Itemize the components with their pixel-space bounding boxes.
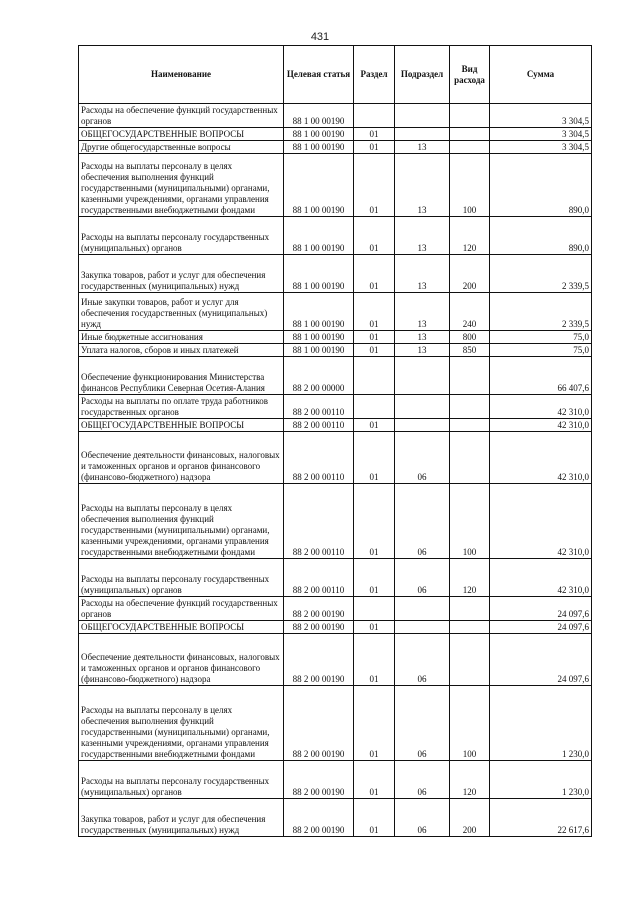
row-name — [79, 432, 284, 484]
row-target-code — [284, 255, 354, 293]
table-row — [79, 357, 592, 395]
row-name-text: Закупка товаров, работ и услуг для обеспечения государственных (муниципальных) нужд — [81, 270, 266, 291]
row-target-code-text: 88 2 00 00190 — [292, 787, 345, 797]
table-row — [79, 104, 592, 128]
row-target-code — [284, 432, 354, 484]
row-expense-type-text: 120 — [462, 787, 477, 797]
row-name — [79, 344, 284, 357]
table-row — [79, 484, 592, 559]
row-name — [79, 357, 284, 395]
row-sum — [490, 634, 592, 686]
row-subsection — [395, 419, 450, 432]
row-target-code — [284, 293, 354, 331]
row-expense-type-text: 200 — [462, 281, 477, 291]
header-sum: Сумма — [490, 46, 592, 104]
row-section — [354, 344, 395, 357]
row-name-text: Расходы на обеспечение функций государственных органов — [81, 598, 278, 619]
row-target-code-text: 88 1 00 00190 — [292, 319, 345, 329]
row-expense-type — [450, 344, 490, 357]
row-subsection — [395, 104, 450, 128]
row-section — [354, 621, 395, 634]
table-row — [79, 799, 592, 837]
row-sum-text: 3 304,5 — [562, 142, 589, 152]
row-target-code-text: 88 2 00 00110 — [292, 407, 345, 417]
row-name — [79, 128, 284, 141]
table-row — [79, 395, 592, 419]
row-subsection — [395, 432, 450, 484]
row-sum-text: 42 310,0 — [557, 407, 589, 417]
row-expense-type — [450, 634, 490, 686]
row-sum-text: 2 339,5 — [562, 319, 589, 329]
row-subsection-text: 13 — [417, 142, 427, 152]
row-expense-type — [450, 357, 490, 395]
row-sum — [490, 104, 592, 128]
row-subsection-text: 06 — [417, 674, 427, 684]
row-sum-text: 3 304,5 — [562, 129, 589, 139]
row-section — [354, 217, 395, 255]
row-name — [79, 559, 284, 597]
row-name-text: Расходы на обеспечение функций государственных органов — [81, 105, 278, 126]
row-target-code-text: 88 2 00 00110 — [292, 585, 345, 595]
row-section-text: 01 — [369, 332, 379, 342]
row-target-code-text: 88 2 00 00110 — [292, 420, 345, 430]
row-subsection — [395, 344, 450, 357]
row-section — [354, 634, 395, 686]
row-section — [354, 559, 395, 597]
row-subsection — [395, 395, 450, 419]
row-subsection — [395, 141, 450, 154]
row-section — [354, 154, 395, 217]
row-sum — [490, 419, 592, 432]
row-name-text: ОБЩЕГОСУДАРСТВЕННЫЕ ВОПРОСЫ — [81, 622, 245, 632]
row-sum-text: 66 407,6 — [557, 383, 589, 393]
row-sum — [490, 395, 592, 419]
row-expense-type-text: 100 — [462, 205, 477, 215]
row-name-text: Расходы на выплаты по оплате труда работников государственных органов — [81, 396, 268, 417]
row-sum — [490, 597, 592, 621]
row-section — [354, 331, 395, 344]
row-subsection — [395, 761, 450, 799]
row-sum-text: 1 230,0 — [562, 787, 589, 797]
row-subsection-text: 06 — [417, 749, 427, 759]
row-subsection-text: 13 — [417, 205, 427, 215]
row-name-text: ОБЩЕГОСУДАРСТВЕННЫЕ ВОПРОСЫ — [81, 129, 245, 139]
row-target-code-text: 88 1 00 00190 — [292, 243, 345, 253]
row-section-text: 01 — [369, 749, 379, 759]
table-row — [79, 128, 592, 141]
row-target-code-text: 88 2 00 00190 — [292, 622, 345, 632]
row-name-text: Обеспечение функционирования Министерства финансов Республики Северная Осетия-Алания — [81, 372, 265, 393]
row-sum-text: 22 617,6 — [557, 825, 589, 835]
row-section-text: 01 — [369, 319, 379, 329]
row-name — [79, 484, 284, 559]
row-subsection-text: 13 — [417, 243, 427, 253]
row-section-text: 01 — [369, 142, 379, 152]
row-expense-type-text: 200 — [462, 825, 477, 835]
table-row — [79, 154, 592, 217]
row-section-text: 01 — [369, 547, 379, 557]
row-name-text: Уплата налогов, сборов и иных платежей — [81, 345, 239, 355]
row-subsection-text: 06 — [417, 825, 427, 835]
table-header-row — [79, 46, 592, 104]
header-subsection: Подраздел — [395, 46, 450, 104]
row-expense-type — [450, 484, 490, 559]
row-target-code-text: 88 2 00 00110 — [292, 547, 345, 557]
row-target-code-text: 88 1 00 00190 — [292, 345, 345, 355]
row-expense-type — [450, 559, 490, 597]
row-sum-text: 890,0 — [568, 243, 589, 253]
row-section-text: 01 — [369, 472, 379, 482]
row-expense-type — [450, 419, 490, 432]
row-sum-text: 42 310,0 — [557, 585, 589, 595]
row-sum-text: 890,0 — [568, 205, 589, 215]
row-target-code — [284, 395, 354, 419]
row-name — [79, 799, 284, 837]
row-section — [354, 761, 395, 799]
row-target-code-text: 88 2 00 00110 — [292, 472, 345, 482]
row-expense-type — [450, 255, 490, 293]
row-subsection — [395, 559, 450, 597]
row-sum — [490, 686, 592, 761]
row-subsection — [395, 686, 450, 761]
row-expense-type-text: 120 — [462, 585, 477, 595]
row-section — [354, 686, 395, 761]
row-expense-type-text: 240 — [462, 319, 477, 329]
row-section-text: 01 — [369, 205, 379, 215]
row-name — [79, 141, 284, 154]
row-target-code — [284, 799, 354, 837]
row-target-code — [284, 217, 354, 255]
row-name-text: Расходы на выплаты персоналу государственных (муниципальных) органов — [81, 574, 270, 595]
row-subsection-text: 13 — [417, 332, 427, 342]
table-row — [79, 217, 592, 255]
row-section-text: 01 — [369, 243, 379, 253]
row-sum — [490, 559, 592, 597]
row-name — [79, 104, 284, 128]
row-expense-type — [450, 104, 490, 128]
header-name: Наименование — [79, 46, 284, 104]
row-target-code — [284, 154, 354, 217]
row-name — [79, 621, 284, 634]
row-expense-type — [450, 799, 490, 837]
row-sum — [490, 799, 592, 837]
table-row — [79, 344, 592, 357]
row-name — [79, 597, 284, 621]
row-expense-type-text: 120 — [462, 243, 477, 253]
row-target-code — [284, 761, 354, 799]
row-target-code-text: 88 1 00 00190 — [292, 116, 345, 126]
table-row — [79, 255, 592, 293]
row-sum — [490, 621, 592, 634]
row-target-code — [284, 621, 354, 634]
row-expense-type-text: 850 — [462, 345, 477, 355]
row-sum — [490, 331, 592, 344]
row-section — [354, 128, 395, 141]
row-target-code — [284, 357, 354, 395]
table-row — [79, 331, 592, 344]
table-row — [79, 761, 592, 799]
row-subsection-text: 13 — [417, 345, 427, 355]
row-expense-type-text: 100 — [462, 749, 477, 759]
row-sum — [490, 217, 592, 255]
row-target-code — [284, 686, 354, 761]
row-section — [354, 357, 395, 395]
row-sum-text: 42 310,0 — [557, 472, 589, 482]
row-sum — [490, 432, 592, 484]
row-target-code — [284, 128, 354, 141]
row-section — [354, 395, 395, 419]
row-expense-type-text: 800 — [462, 332, 477, 342]
row-sum — [490, 344, 592, 357]
row-sum — [490, 484, 592, 559]
row-section — [354, 293, 395, 331]
row-section-text: 01 — [369, 420, 379, 430]
row-subsection — [395, 128, 450, 141]
row-section-text: 01 — [369, 787, 379, 797]
row-expense-type — [450, 432, 490, 484]
row-target-code-text: 88 2 00 00190 — [292, 609, 345, 619]
row-target-code — [284, 634, 354, 686]
row-section-text: 01 — [369, 129, 379, 139]
row-target-code — [284, 141, 354, 154]
row-name-text: Закупка товаров, работ и услуг для обеспечения государственных (муниципальных) нужд — [81, 814, 266, 835]
row-name-text: Расходы на выплаты персоналу государственных (муниципальных) органов — [81, 232, 270, 253]
table-row — [79, 419, 592, 432]
row-section-text: 01 — [369, 585, 379, 595]
row-sum — [490, 357, 592, 395]
row-subsection — [395, 293, 450, 331]
row-expense-type — [450, 293, 490, 331]
row-target-code-text: 88 2 00 00000 — [292, 383, 345, 393]
row-sum-text: 24 097,6 — [557, 674, 589, 684]
row-name — [79, 331, 284, 344]
row-sum-text: 1 230,0 — [562, 749, 589, 759]
row-name-text: Расходы на выплаты персоналу в целях обеспечения выполнения функций государственными (муниципальными) органами, казенными учреждениями, органами управления государственными внебюджетными фондами — [81, 503, 270, 557]
row-expense-type — [450, 331, 490, 344]
row-section — [354, 432, 395, 484]
row-name-text: Расходы на выплаты персоналу в целях обеспечения выполнения функций государственными (муниципальными) органами, казенными учреждениями, органами управления государственными внебюджетными фондами — [81, 161, 270, 215]
row-sum — [490, 154, 592, 217]
table-row — [79, 621, 592, 634]
row-section — [354, 419, 395, 432]
row-expense-type — [450, 141, 490, 154]
table-row — [79, 686, 592, 761]
row-section-text: 01 — [369, 825, 379, 835]
row-section — [354, 141, 395, 154]
row-subsection-text: 13 — [417, 319, 427, 329]
row-sum-text: 75,0 — [573, 345, 589, 355]
header-expense-type: Вид расхода — [450, 46, 490, 104]
row-name — [79, 634, 284, 686]
row-target-code-text: 88 1 00 00190 — [292, 281, 345, 291]
row-sum-text: 24 097,6 — [557, 609, 589, 619]
row-target-code-text: 88 2 00 00190 — [292, 749, 345, 759]
row-expense-type — [450, 154, 490, 217]
row-expense-type — [450, 621, 490, 634]
row-target-code — [284, 597, 354, 621]
row-subsection — [395, 154, 450, 217]
table-row — [79, 432, 592, 484]
row-subsection — [395, 357, 450, 395]
row-target-code-text: 88 1 00 00190 — [292, 142, 345, 152]
row-expense-type-text: 100 — [462, 547, 477, 557]
row-sum-text: 75,0 — [573, 332, 589, 342]
row-name — [79, 395, 284, 419]
row-name — [79, 686, 284, 761]
row-sum — [490, 293, 592, 331]
row-subsection-text: 06 — [417, 585, 427, 595]
row-name-text: ОБЩЕГОСУДАРСТВЕННЫЕ ВОПРОСЫ — [81, 420, 245, 430]
row-target-code — [284, 104, 354, 128]
row-name — [79, 255, 284, 293]
row-expense-type — [450, 686, 490, 761]
row-target-code — [284, 484, 354, 559]
row-sum — [490, 128, 592, 141]
header-section: Раздел — [354, 46, 395, 104]
row-section — [354, 255, 395, 293]
row-subsection — [395, 597, 450, 621]
row-expense-type — [450, 761, 490, 799]
budget-table — [78, 45, 592, 837]
row-name — [79, 217, 284, 255]
row-name-text: Другие общегосударственные вопросы — [81, 142, 231, 152]
row-subsection — [395, 217, 450, 255]
row-section-text: 01 — [369, 622, 379, 632]
row-subsection — [395, 331, 450, 344]
table-row — [79, 293, 592, 331]
row-sum-text: 2 339,5 — [562, 281, 589, 291]
row-section — [354, 597, 395, 621]
row-name-text: Обеспечение деятельности финансовых, налоговых и таможенных органов и органов финансового (финансово-бюджетного) надзора — [81, 652, 280, 684]
header-code: Целевая статья — [284, 46, 354, 104]
row-section-text: 01 — [369, 345, 379, 355]
row-name — [79, 761, 284, 799]
row-expense-type — [450, 395, 490, 419]
row-name — [79, 293, 284, 331]
row-sum-text: 24 097,6 — [557, 622, 589, 632]
row-section — [354, 799, 395, 837]
row-sum — [490, 255, 592, 293]
row-section — [354, 484, 395, 559]
row-section-text: 01 — [369, 281, 379, 291]
row-sum-text: 42 310,0 — [557, 547, 589, 557]
row-target-code-text: 88 2 00 00190 — [292, 674, 345, 684]
row-target-code — [284, 331, 354, 344]
row-name-text: Обеспечение деятельности финансовых, налоговых и таможенных органов и органов финансового (финансово-бюджетного) надзора — [81, 450, 280, 482]
row-section — [354, 104, 395, 128]
row-subsection-text: 13 — [417, 281, 427, 291]
row-subsection — [395, 484, 450, 559]
row-name-text: Иные закупки товаров, работ и услуг для обеспечения государственных (муниципальных) нужд — [81, 297, 268, 329]
row-subsection — [395, 634, 450, 686]
row-target-code-text: 88 2 00 00190 — [292, 825, 345, 835]
row-subsection — [395, 799, 450, 837]
row-sum-text: 3 304,5 — [562, 116, 589, 126]
row-target-code-text: 88 1 00 00190 — [292, 205, 345, 215]
table-row — [79, 141, 592, 154]
row-target-code-text: 88 1 00 00190 — [292, 332, 345, 342]
row-expense-type — [450, 128, 490, 141]
row-name-text: Расходы на выплаты персоналу в целях обеспечения выполнения функций государственными (муниципальными) органами, казенными учреждениями, органами управления государственными внебюджетными фондами — [81, 705, 270, 759]
row-target-code — [284, 419, 354, 432]
row-name-text: Расходы на выплаты персоналу государственных (муниципальных) органов — [81, 776, 270, 797]
row-name — [79, 154, 284, 217]
row-subsection — [395, 621, 450, 634]
row-subsection-text: 06 — [417, 547, 427, 557]
row-sum — [490, 141, 592, 154]
row-subsection-text: 06 — [417, 787, 427, 797]
row-target-code — [284, 344, 354, 357]
row-subsection-text: 06 — [417, 472, 427, 482]
row-target-code-text: 88 1 00 00190 — [292, 129, 345, 139]
page-number: 431 — [310, 31, 330, 43]
table-row — [79, 559, 592, 597]
row-name-text: Иные бюджетные ассигнования — [81, 332, 203, 342]
row-section-text: 01 — [369, 674, 379, 684]
row-subsection — [395, 255, 450, 293]
row-target-code — [284, 559, 354, 597]
row-expense-type — [450, 217, 490, 255]
row-sum — [490, 761, 592, 799]
row-expense-type — [450, 597, 490, 621]
row-sum-text: 42 310,0 — [557, 420, 589, 430]
row-name — [79, 419, 284, 432]
table-row — [79, 597, 592, 621]
table-row — [79, 634, 592, 686]
